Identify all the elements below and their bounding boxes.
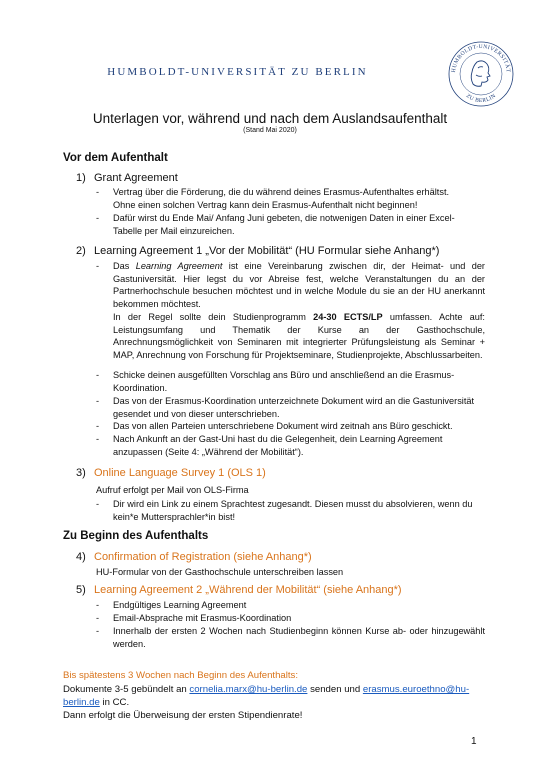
- document-subtitle: (Stand Mai 2020): [243, 127, 297, 134]
- email-link-erasmus[interactable]: erasmus.euroethno@hu-: [362, 684, 470, 695]
- bullet-text: Email-Absprache mit Erasmus-Koordination: [113, 613, 292, 623]
- section-heading-start: Zu Beginn des Aufenthalts: [63, 530, 209, 542]
- svg-text:HUMBOLDT-UNIVERSITÄT: HUMBOLDT-UNIVERSITÄT: [450, 43, 512, 73]
- bullet-text: Dir wird ein Link zu einem Sprachtest zugesandt. Diesen musst du absolvieren, wenn du kein*e Muttersprachler*in bist!: [113, 499, 473, 522]
- svg-text:ZU BERLIN: ZU BERLIN: [464, 93, 498, 105]
- email-link-cornelia[interactable]: cornelia.marx@hu-berlin.de: [189, 684, 308, 695]
- university-name: HUMBOLDT-UNIVERSITÄT ZU BERLIN: [107, 66, 368, 78]
- item-number: 1): [76, 172, 86, 184]
- item-title: Grant Agreement: [94, 172, 178, 184]
- bullet-dash: -: [96, 434, 100, 444]
- bullet-text-continued: In der Regel sollte dein Studienprogramm 24-30 ECTS/LP umfassen. Achte auf: Leistungsumfang und Thematik der Kurse an der Gasthochschule, Anrechnungsmöglichkeit von Seminaren mit integrierter Prüfungsleistung als Seminar + MAP, Anrechnung von Forschung für Projektseminare, Studienprojekte, Abschlussarbeiten.: [113, 312, 485, 361]
- item-text: Aufruf erfolgt per Mail von OLS-Firma: [96, 485, 249, 495]
- bullet-dash: -: [96, 600, 100, 610]
- item-title: Confirmation of Registration (siehe Anhang*): [94, 551, 312, 563]
- bullet-dash: -: [96, 421, 100, 431]
- bullet-dash: -: [96, 187, 100, 197]
- email-link-erasmus-continued[interactable]: berlin.de: [63, 697, 100, 708]
- bullet-text: Dafür wirst du Ende Mai/ Anfang Juni gebeten, die notwenigen Daten in einer Excel- Tabelle per Mail einzureichen.: [113, 213, 455, 236]
- bullet-dash: -: [96, 396, 100, 406]
- page-number: 1: [471, 736, 477, 747]
- item-title: Learning Agreement 1 „Vor der Mobilität“ (HU Formular siehe Anhang*): [94, 245, 440, 257]
- section-heading-before: Vor dem Aufenthalt: [63, 152, 168, 164]
- item-text: HU-Formular von der Gasthochschule unterschreiben lassen: [96, 567, 344, 577]
- bullet-dash: -: [96, 613, 100, 623]
- bullet-text: Das Learning Agreement ist eine Vereinbarung zwischen dir, der Heimat- und der Gastuniversität. Hier legst du vor Abreise fest, welche Veranstaltungen du an der Partnerhochschule besuchen möchtest und in welche Module du sie an der HU anerkannt bekommen möchtest.: [113, 261, 485, 310]
- bullet-text: Das von allen Parteien unterschriebene Dokument wird zeitnah ans Büro geschickt.: [113, 421, 453, 431]
- bullet-dash: -: [96, 370, 100, 380]
- bullet-text: Endgültiges Learning Agreement: [113, 600, 247, 610]
- bullet-dash: -: [96, 261, 100, 271]
- bullet-text: Schicke deinen ausgefüllten Vorschlag ans Büro und anschließend an die Erasmus-Koordination.: [113, 370, 455, 393]
- item-grant-agreement: [76, 172, 178, 184]
- document-title: Unterlagen vor, während und nach dem Auslandsaufenthalt: [92, 111, 448, 126]
- university-seal-logo: [447, 40, 515, 108]
- bullet-text: Vertrag über die Förderung, die du während deines Erasmus-Aufenthaltes erhältst. Ohne einen solchen Vertrag kann dein Erasmus-Aufenthalt nicht beginnen!: [113, 187, 450, 210]
- bullet-dash: -: [96, 626, 100, 636]
- item-number: 4): [76, 551, 86, 563]
- item-online-language-survey: [76, 467, 266, 479]
- bullet-text: Innerhalb der ersten 2 Wochen nach Studienbeginn können Kurse ab- oder hinzugewählt werden.: [113, 626, 485, 649]
- deadline-heading: Bis spätestens 3 Wochen nach Beginn des Aufenthalts:: [63, 670, 299, 681]
- item-title: Learning Agreement 2 „Während der Mobilität“ (siehe Anhang*): [94, 584, 402, 596]
- item-title: Online Language Survey 1 (OLS 1): [94, 467, 266, 479]
- item-number: 3): [76, 467, 86, 479]
- item-learning-agreement-2: [76, 584, 402, 596]
- item-learning-agreement-1: [76, 245, 439, 257]
- bullet-text: Nach Ankunft an der Gast-Uni hast du die Gelegenheit, dein Learning Agreement anzupassen (Seite 4: „Während der Mobilität“).: [113, 434, 443, 457]
- deadline-text: Dokumente 3-5 gebündelt an cornelia.marx@hu-berlin.de senden und erasmus.euroethno@hu- berlin.de in CC. Dann erfolgt die Überweisung der ersten Stipendienrate!: [63, 684, 470, 721]
- item-confirmation-of-registration: [76, 551, 312, 563]
- bullet-text: Das von der Erasmus-Koordination unterzeichnete Dokument wird an die Gastuniversität gesendet und von dieser unterschrieben.: [113, 396, 475, 419]
- bullet-dash: -: [96, 499, 100, 509]
- bullet-dash: -: [96, 213, 100, 223]
- item-number: 2): [76, 245, 86, 257]
- item-number: 5): [76, 584, 86, 596]
